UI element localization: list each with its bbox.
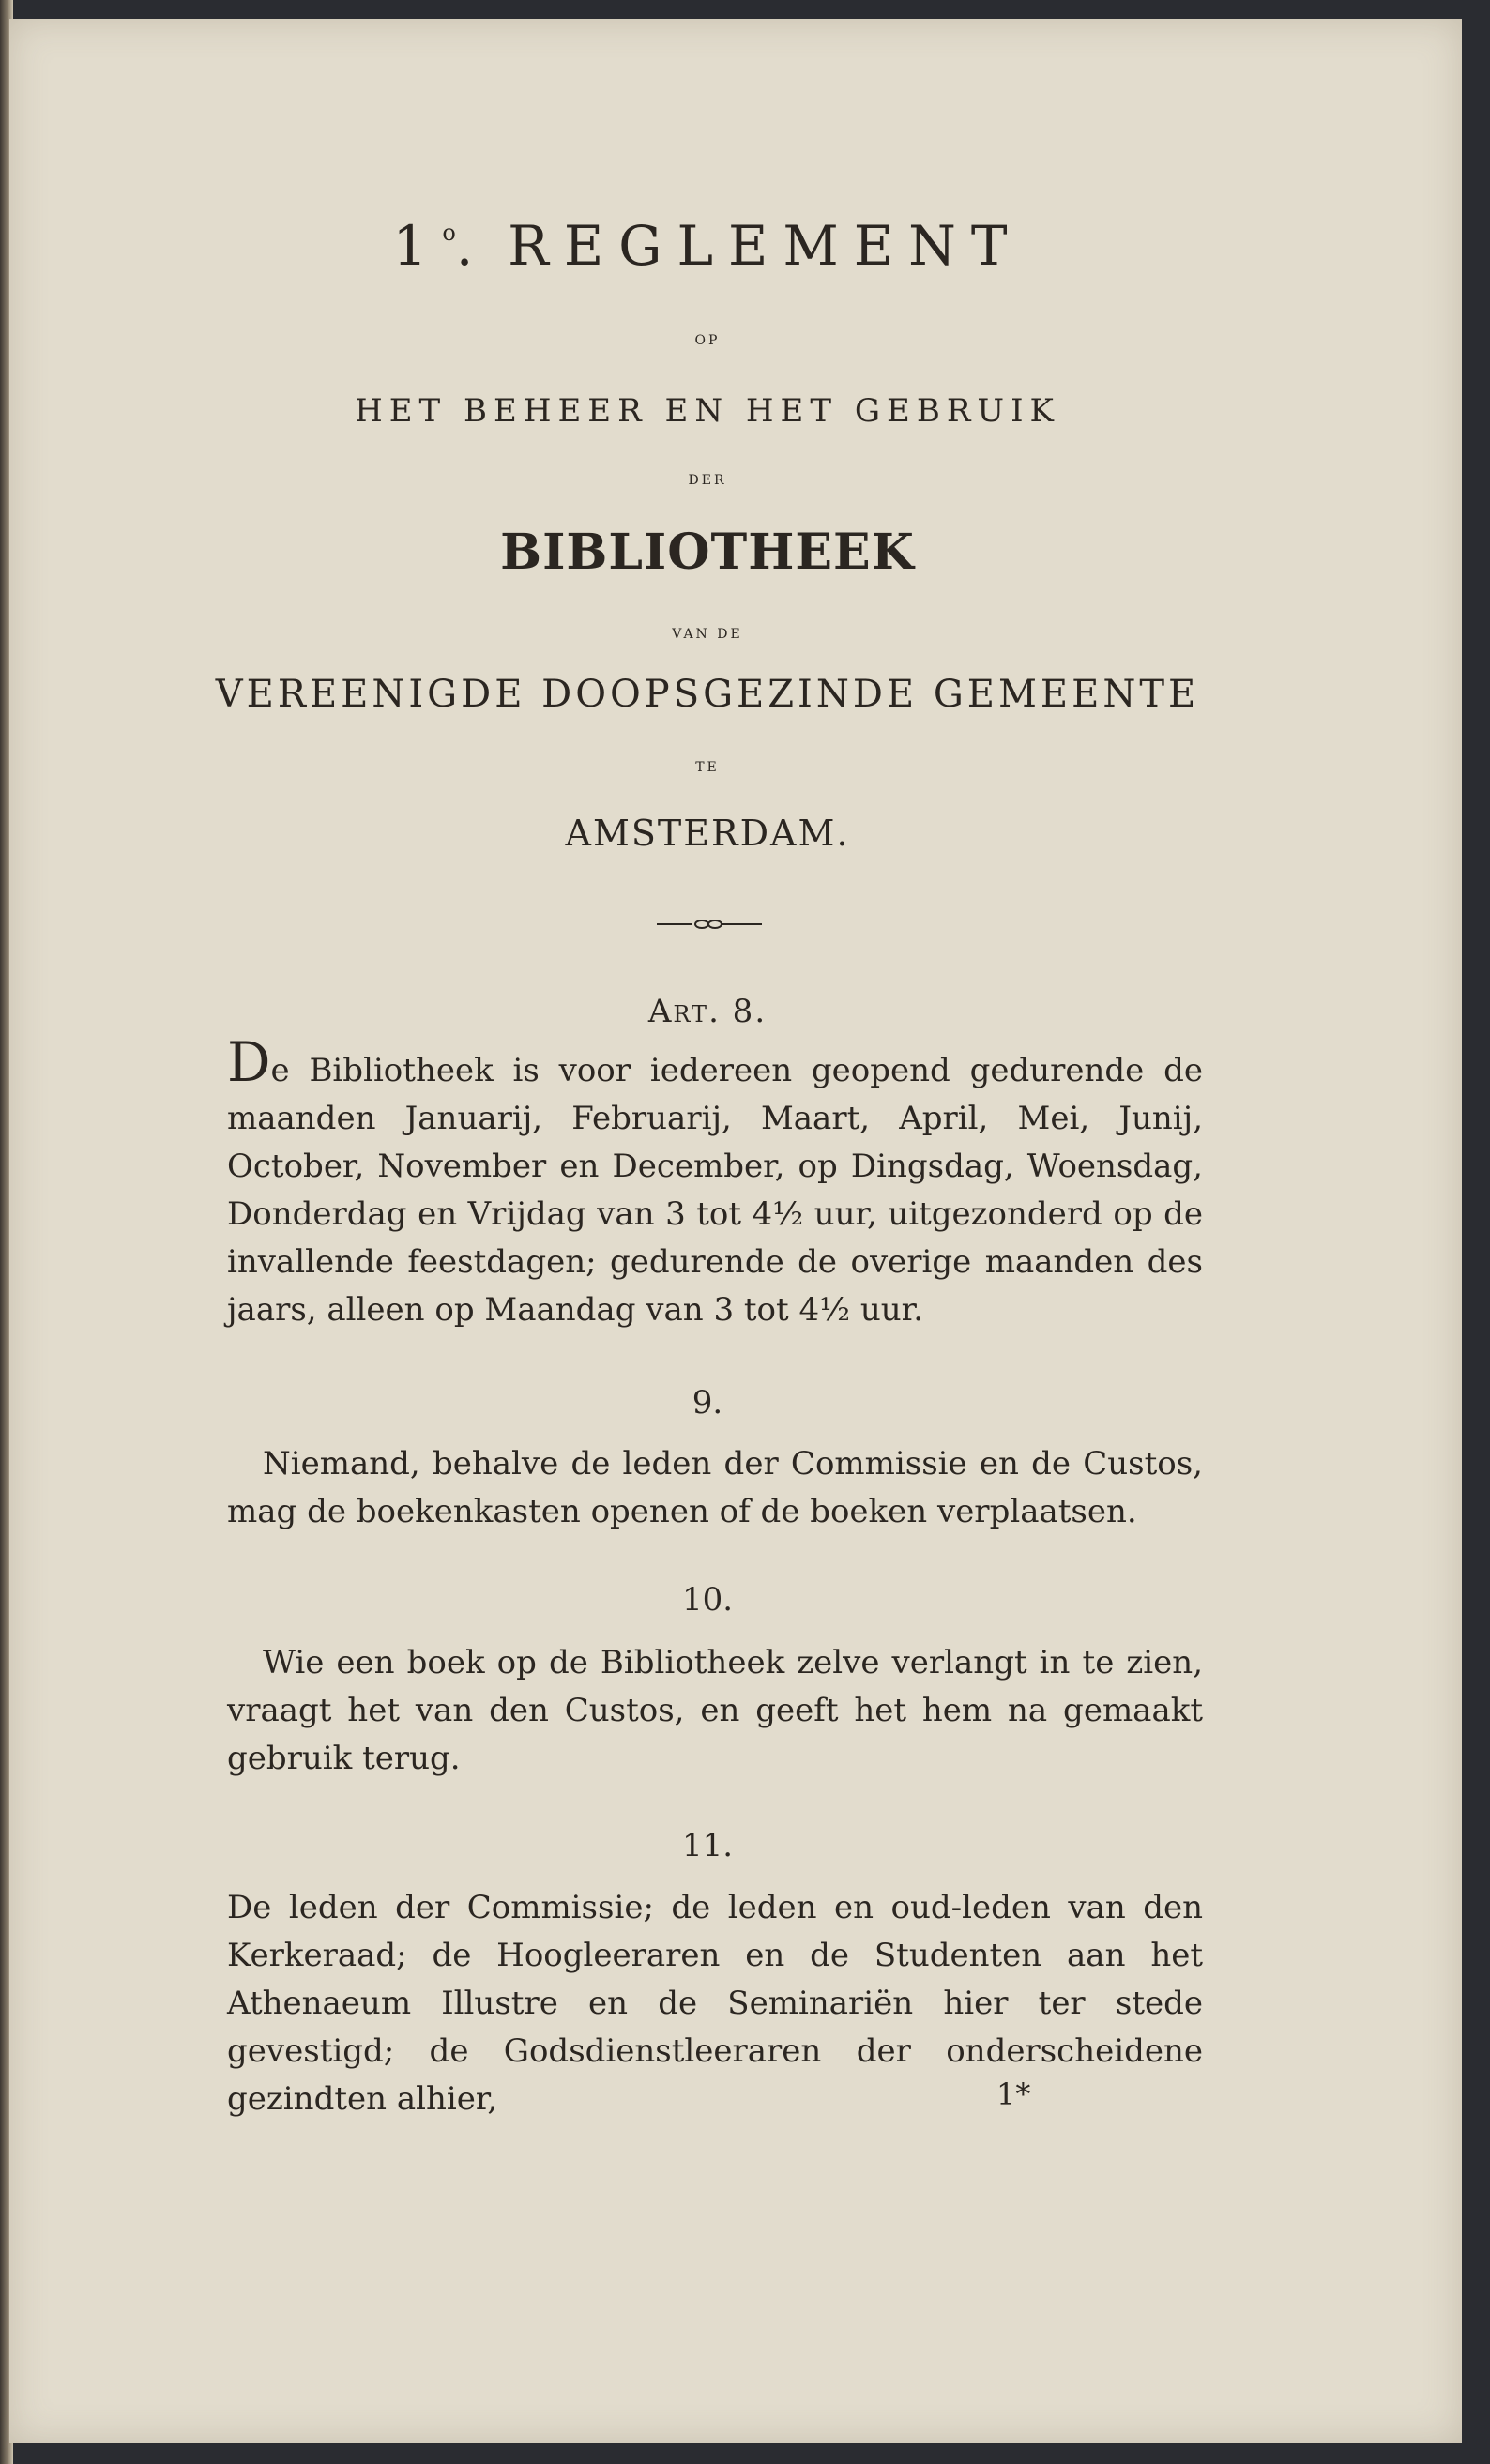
article-heading: Art. 8. — [647, 993, 768, 1030]
title-number: 1 — [392, 214, 443, 278]
title-te: TE — [695, 760, 720, 775]
title-reglement: 1$^o$. REGLEMENT — [392, 214, 1023, 278]
title-line-3: BIBLIOTHEEK — [500, 524, 915, 581]
article-heading: 10. — [681, 1581, 734, 1619]
page-text — [9, 19, 1462, 2443]
title-van-de: VAN DE — [672, 627, 743, 642]
article-text: De leden der Commissie; de leden en oud-leden van den Kerkeraad; de Hoogleeraren en de Studenten aan het Athenaeum Illustre en de Seminariën hier ter stede gevestigd; de Godsdienstleeraren der onderscheidene gezindten alhier, — [227, 1889, 1203, 2118]
title-main: REGLEMENT — [508, 214, 1023, 278]
article-text: Wie een boek op de Bibliotheek zelve verlangt in te zien, vraagt het van den Custos, en geeft het hem na gemaakt gebruik terug. — [227, 1644, 1203, 1777]
title-line-2: HET BEHEER EN HET GEBRUIK — [355, 392, 1060, 430]
title-line-5: AMSTERDAM. — [565, 813, 850, 854]
article-text: Niemand, behalve de leden der Commissie en de Custos, mag de boekenkasten openen of de boeken verplaatsen. — [227, 1445, 1203, 1530]
article-text — [227, 1030, 1203, 1334]
book-page — [9, 19, 1462, 2443]
article-heading: 9. — [692, 1384, 723, 1422]
article-heading: 11. — [681, 1827, 734, 1864]
ornament-divider — [657, 918, 762, 931]
signature-mark: 1* — [996, 2076, 1031, 2112]
article-body: e Bibliotheek is voor iedereen geopend gedurende de maanden Januarij, Februarij, Maart, April, Mei, Junij, October, November en December, op Dingsdag, Woensdag, Donderdag en Vrijdag van 3 tot 4½ uur, uitgezonderd op de invallende feestdagen; gedurende de overige maanden des jaars, alleen op Maandag van 3 tot 4½ uur. — [227, 1052, 1203, 1329]
dropcap-letter: D — [227, 1030, 271, 1094]
title-number-superscript: o — [442, 220, 456, 246]
title-line-4: VEREENIGDE DOOPSGEZINDE GEMEENTE — [215, 673, 1200, 716]
title-der: DER — [688, 473, 727, 488]
title-of: OP — [694, 333, 721, 348]
